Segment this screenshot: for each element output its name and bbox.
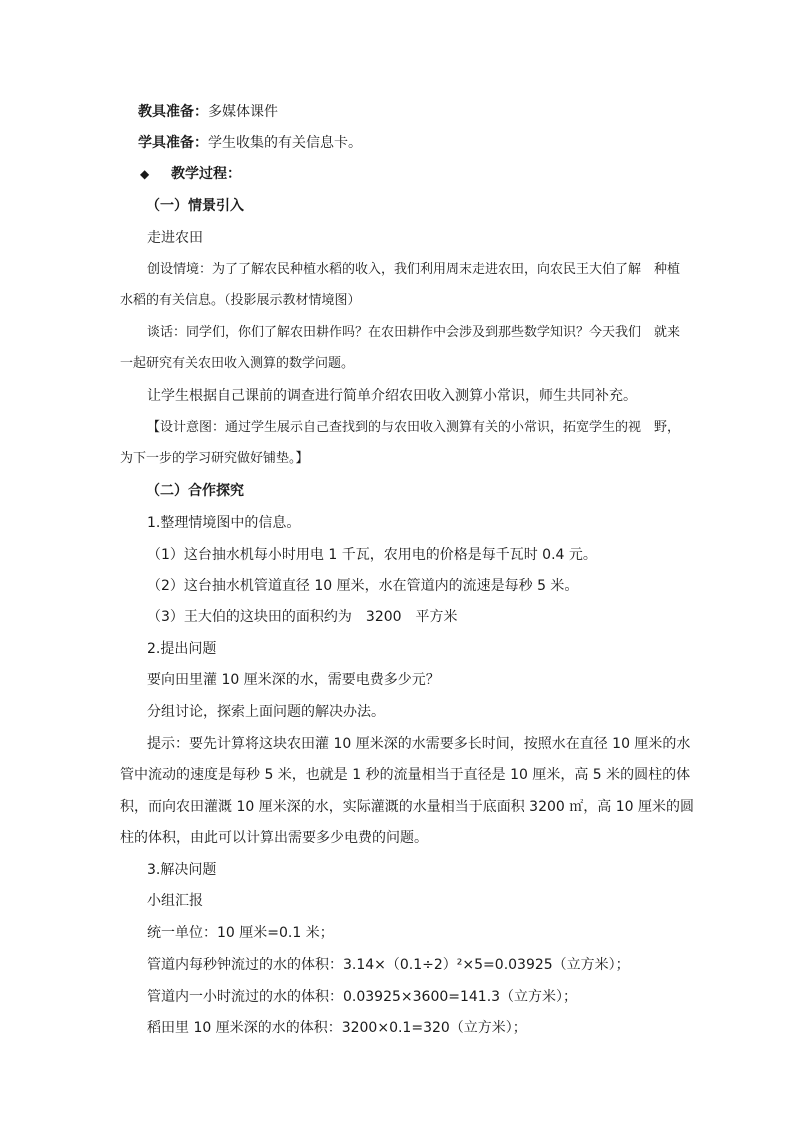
list-item-3: 3.解决问题 [147,862,217,878]
group-report-label: 小组汇报 [147,893,203,909]
scenario-paragraph-line1: 创设情境：为了了解农民种植水稻的收入，我们利用周末走进农田，向农民王大伯了解 种植 [147,262,681,277]
section1-heading: （一）情景引入 [146,198,244,214]
talk-paragraph-line1: 谈话：同学们，你们了解农田耕作吗？在农田耕作中会涉及到那些数学知识？今天我们 就来 [147,325,681,340]
question-text: 要向田里灌 10 厘米深的水，需要电费多少元？ [147,672,440,688]
hint-line4: 柱的体积，由此可以计算出需要多少电费的问题。 [120,830,428,846]
list-subitem-1c: （3）王大伯的这块田的面积约为 3200 平方米 [147,609,458,625]
calc-line1: 统一单位：10 厘米=0.1 米； [147,925,334,941]
design-intent-line1: 【设计意图：通过学生展示自己查找到的与农田收入测算有关的小常识，拓宽学生的视 野， [147,420,681,435]
teacher-prep-label: 教具准备： [138,104,208,120]
hint-line1: 提示：要先计算将这块农田灌 10 厘米深的水需要多长时间，按照水在直径 10 厘米的水 [147,736,691,752]
talk-paragraph-line2: 一起研究有关农田收入测算的数学问题。 [120,356,355,371]
design-intent-line2: 为下一步的学习研究做好铺垫。】 [120,451,309,466]
hint-line2: 管中流动的速度是每秒 5 米，也就是 1 秒的流量相当于直径是 10 厘米，高 5 米的圆柱的体 [120,767,691,783]
intro-paragraph: 让学生根据自己课前的调查进行简单介绍农田收入测算小常识，师生共同补充。 [147,388,637,404]
list-subitem-1b: （2）这台抽水机管道直径 10 厘米，水在管道内的流速是每秒 5 米。 [147,578,579,594]
list-subitem-1a: （1）这台抽水机每小时用电 1 千瓦，农用电的价格是每千瓦时 0.4 元。 [147,547,597,563]
student-prep-line [138,133,362,153]
process-heading-line [140,164,241,184]
process-heading: 教学过程： [170,166,241,182]
hint-line3: 积，而向农田灌溉 10 厘米深的水，实际灌溉的水量相当于底面积 3200 ㎡，高 10 厘米的圆 [120,799,694,815]
list-item-2: 2.提出问题 [147,641,217,657]
section1-subtitle: 走进农田 [147,230,203,246]
calc-line2: 管道内每秒钟流过的水的体积：3.14×（0.1÷2）²×5=0.03925（立方米）； [147,957,630,973]
student-prep-value: 学生收集的有关信息卡。 [208,135,362,151]
section2-heading: （二）合作探究 [146,483,244,499]
calc-line3: 管道内一小时流过的水的体积：0.03925×3600=141.3（立方米）； [147,989,578,1005]
student-prep-label: 学具准备： [138,135,208,151]
calc-line4: 稻田里 10 厘米深的水的体积：3200×0.1=320（立方米）； [147,1020,527,1036]
list-item-1: 1.整理情境图中的信息。 [147,515,301,531]
scenario-paragraph-line2: 水稻的有关信息。（投影展示教材情境图） [120,293,361,308]
teacher-prep-line [138,102,278,122]
discussion-text: 分组讨论，探索上面问题的解决办法。 [147,704,385,720]
teacher-prep-value: 多媒体课件 [208,104,278,120]
diamond-bullet-icon: ◆ [140,167,150,181]
